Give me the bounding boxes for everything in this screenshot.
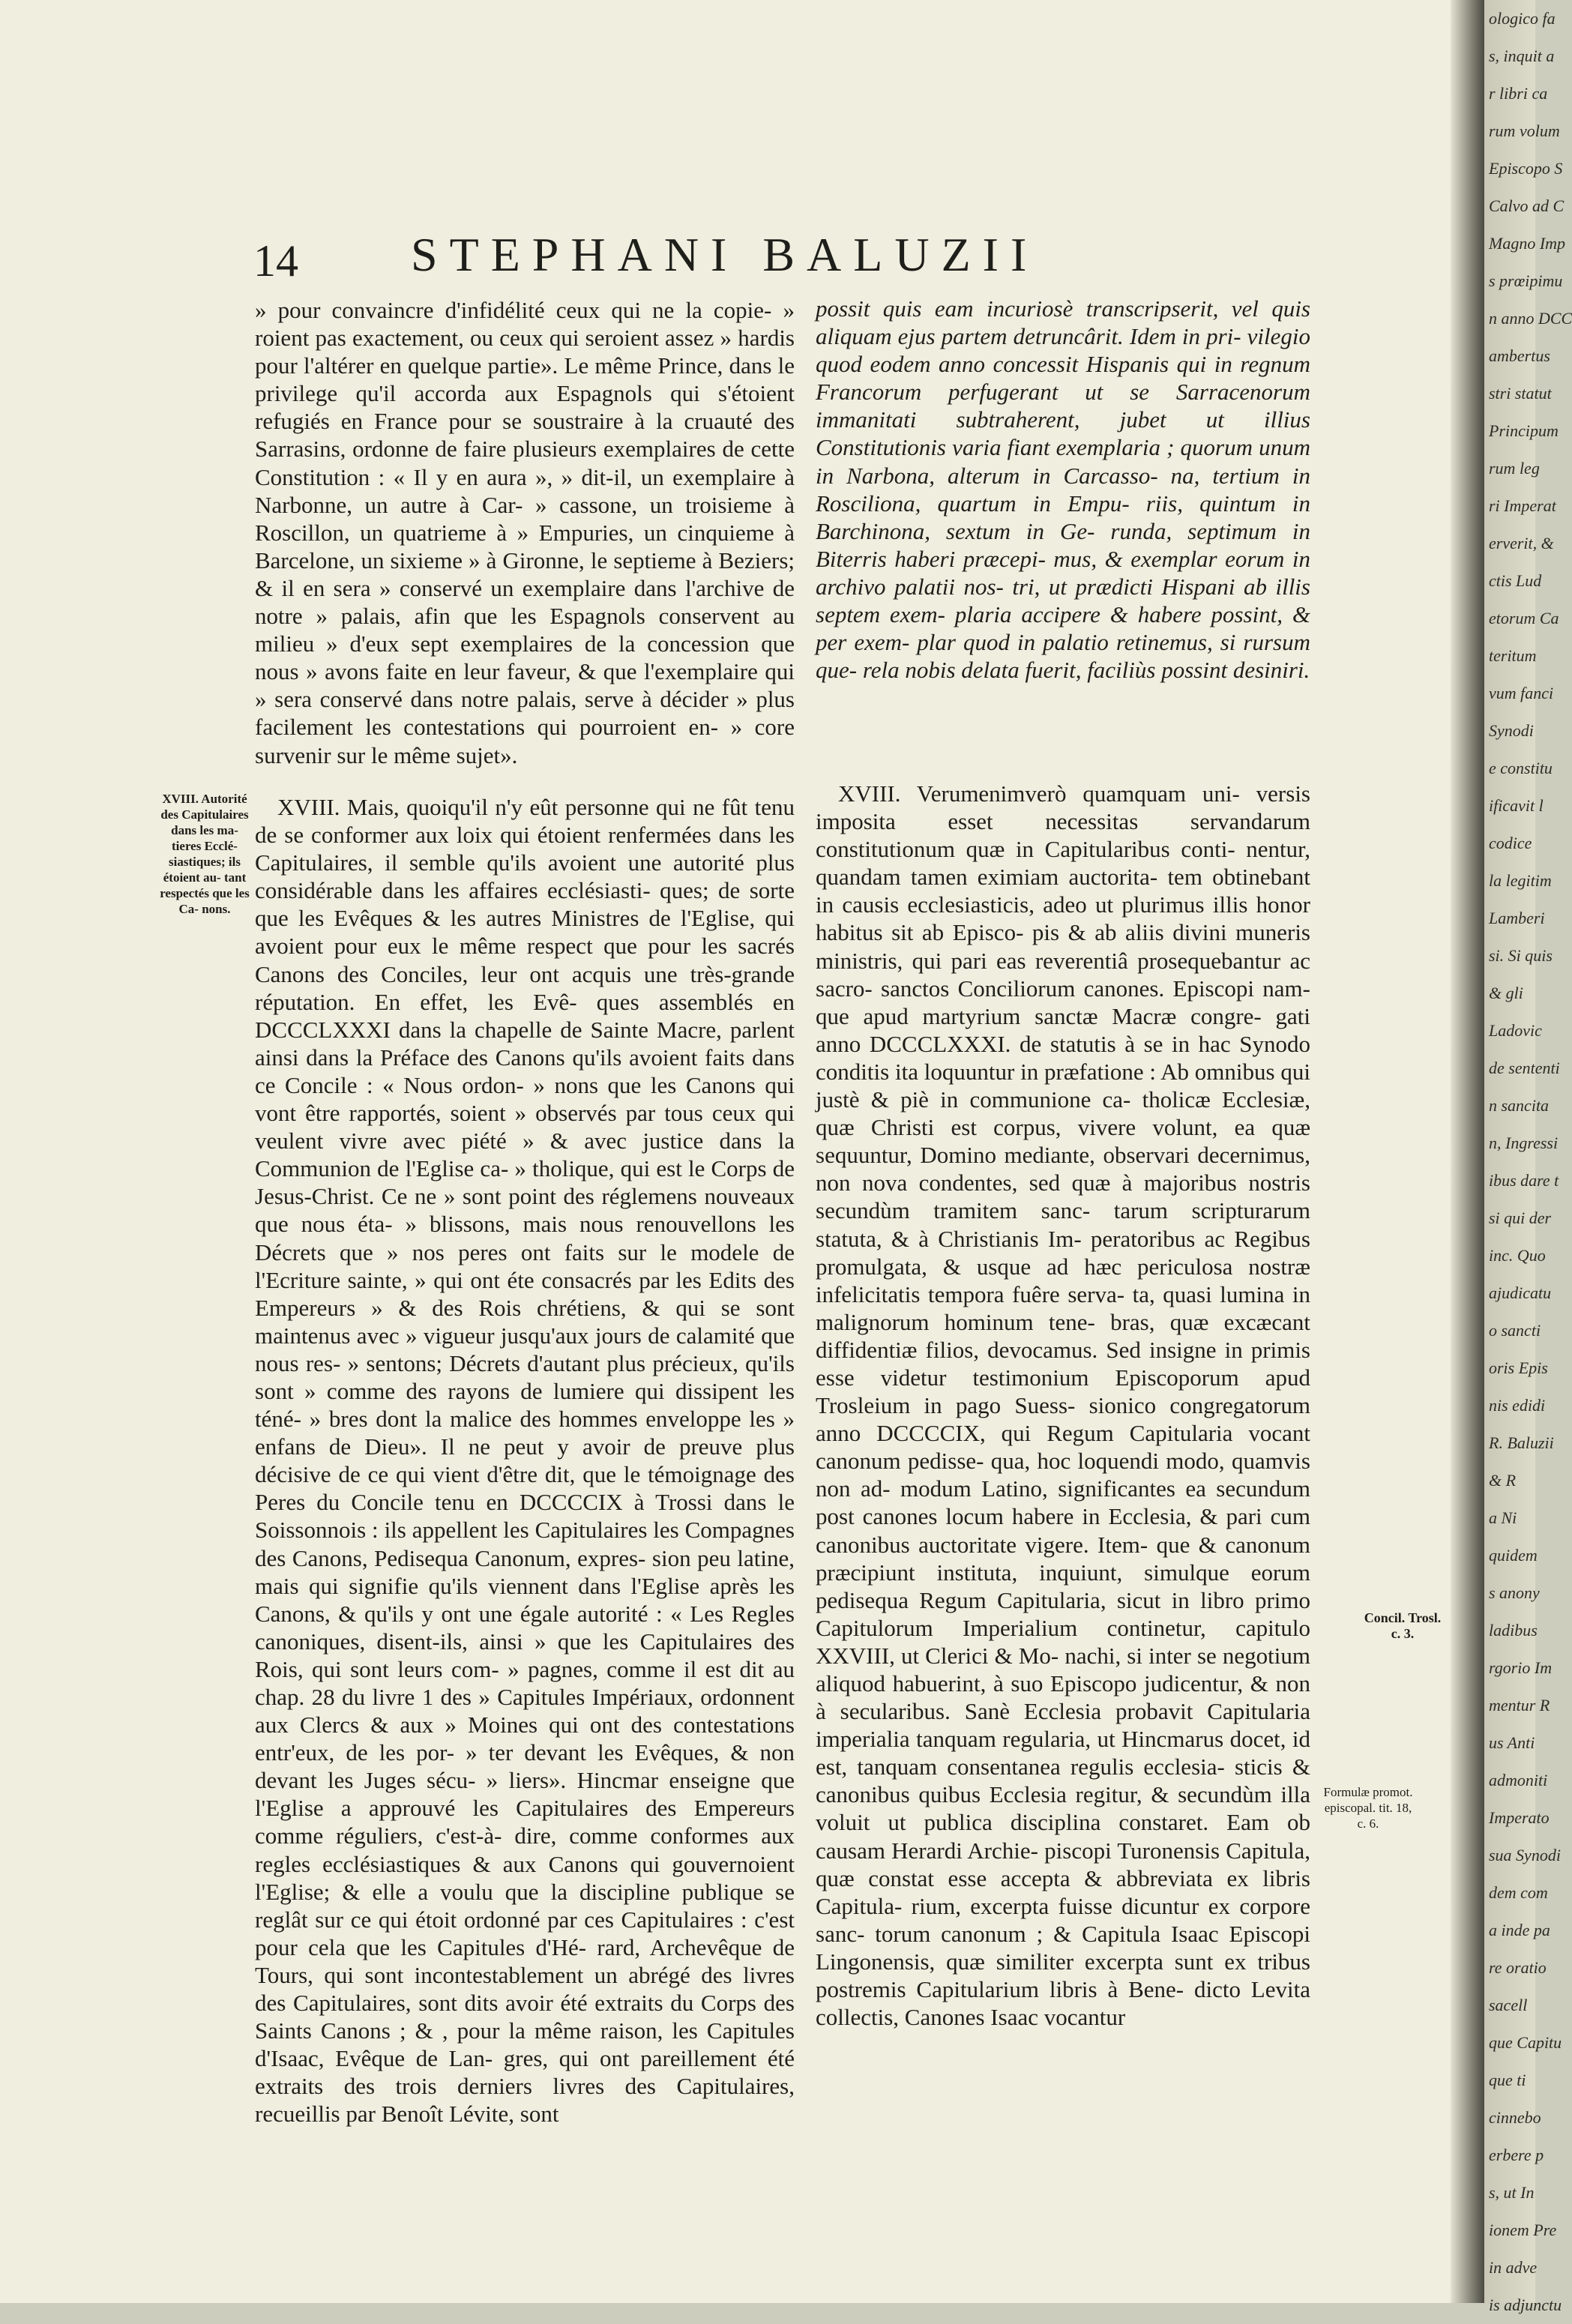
margin-note-left: XVIII. Autorité des Capitulaires dans les ma- tieres Ecclé- siastiques; ils étoient au- tant respectés que les Ca- nons. [160,792,250,916]
facing-page-line: ibus dare t [1489,1171,1559,1190]
facing-page-line: stri statut [1489,384,1552,403]
facing-page-line: s anony [1489,1583,1540,1602]
facing-page-line: r libri ca [1489,84,1548,103]
facing-page-line: s prœipimu [1489,271,1563,290]
facing-page-line: vum fanci [1489,684,1554,702]
french-paragraph-text: Mais, quoiqu'il n'y eût personne qui ne fût tenu de se conformer aux loix qui étoient renfermées dans les Capitulaires, il semble qu'ils avoient une autorité plus considérable dans les affaires ecclésiasti- ques; de sorte que les Evêques & les autres Ministres de l'Eglise, qui avoient pour eux le même respect que pour les sacrés Canons des Conciles, leur ont acquis une très-grande réputation. En effet, les Evê- ques assemblés en DCCCLXXXI dans la chapelle de Sainte Macre, parlent ainsi dans la Préface des Canons qu'ils avoient faits dans ce Concile : « Nous ordon- » nons que les Canons qui vont être rapportés, soient » observés par tous ceux qui veulent vivre avec piété » & avec justice dans la Communion de l'Eglise ca- » tholique, qui est le Corps de Jesus-Christ. Ce ne » sont point des réglemens nouveaux que nous éta- » blissons, mais nous renouvellons les Décrets que » nos peres ont faits sur le modele de l'Ecriture sainte, » qui ont éte consacrés par les Edits des Empereurs » & des Rois chrétiens, & qui se sont maintenus avec » vigueur jusqu'aux jours de calamité que nous res- » sentons; Décrets d'autant plus précieux, qu'ils sont » comme des rayons de lumiere qui dissipent les téné- » bres dont la malice des hommes enveloppe les » enfans de Dieu». Il ne peut y avoir de preuve plus décisive de ce qui vient d'être dit, que le témoignage des Peres du Concile tenu en DCCCCIX à Trossi dans le Soissonnois : ils appellent les Capitulaires les Compagnes des Canons, Pedisequa Canonum, expres- sion peu latine, mais qui signifie qu'ils viennent dans l'Eglise après les Canons, & qu'ils y ont une égale autorité : « Les Regles canoniques, disent-ils, ainsi » que les Capitulaires des Rois, qui sont leurs com- » pagnes, comme il est dit au chap. 28 du livre 1 des » Capitules Impériaux, ordonnent aux Clercs & aux » Moines qui ont des contestations entr'eux, de les por- » ter devant les Evêques, & non devant les Juges sécu- » liers». Hincmar enseigne que l'Eglise a approuvé les Capitulaires des Empereurs comme réguliers, c'est-à- dire, comme conformes aux regles ecclésiastiques & aux Canons qui gouvernoient l'Eglise; & elle a voulu que la discipline publique se reglât sur ce qui étoit ordonné par ces Capitulaires : c'est pour cela que les Capitules d'Hé- rard, Archevêque de Tours, qui sont incontestablement un abrégé des livres des Capitulaires, sont dits avoir été extraits du Corps des Saints Canons ; & , pour la même raison, les Capitules d'Isaac, Evêque de Lan- gres, qui ont pareillement été extraits des trois derniers livres des Capitulaires, recueillis par Benoît Lévite, sont [255,794,795,2128]
facing-page-line: sacell [1489,1996,1528,2014]
latin-paragraph-text: Verumenimverò quamquam uni- versis imposita esset necessitas servandarum constitutionum quæ in Capitularibus conti- nentur, quandam tamen eximiam auctorita- tem obtinebant in causis ecclesiasticis, adeo ut plurimus illis honor habitus sit ab Episco- pis & ab aliis divini muneris ministris, qui pari eas reverentiâ prosequebantur ac sacro- sanctos Conciliorum canones. Episcopi nam- que apud martyrium sanctæ Macræ congre- gati anno DCCCLXXXI. de statutis à se in hac Synodo conditis ita loquuntur in præfatione : Ab omnibus qui justè & piè in communione ca- tholicæ Ecclesiæ, quæ Christi est corpus, vivere volunt, ea quæ sequuntur, Domino mediante, observari decernimus, non nova condentes, sed quæ à majoribus nostris secundùm tramitem sanc- tarum scripturarum statuta, & à Christianis Im- peratoribus ac Regibus promulgata, & usque ad hæc periculosa nostræ infelicitatis tempora fuêre serva- ta, quasi lumina in malignorum hominum tene- bras, quæ excæcant diffidentiæ filios, devocamus. Sed insigne in primis esse videtur testimonium Episcoporum apud Trosleium in pago Suess- sionico congregatorum anno DCCCCIX, qui Regum Capitularia vocant canonum pedisse- qua, hoc loquendi modo, quamvis non ad- modum Latino, significantes ea secundum post canones locum habere in Ecclesia, & pari cum canonibus auctoritate vigere. Item- que & canonum præcipiunt instituta, inquiunt, simulque eorum pedisequa Regum Capitularia, sicut in libro primo Capitulorum Imperialium continetur, capitulo XXVIII, ut Clerici & Mo- nachi, si inter se negotium aliquod habuerint, à suo Episcopo judicentur, & non à secularibus. Sanè Ecclesia probavit Capitularia imperialia tanquam regularia, ut Hincmarus docet, id est, tanquam consentanea regulis ecclesia- sticis & canonibus quibus Ecclesia regitur, & secundùm illa voluit ut publica disciplina constaret. Eam ob causam Herardi Archie- piscopi Turonensis Capitula, quæ constat esse accepta & abbreviata ex libris Capitula- rium, excerpta fuisse dicuntur ex corpore sanc- torum canonum ; & Capitula Isaac Episcopi Lingonensis, quæ similiter excerpta sunt ex tribus postremis Capitularium libris à Bene- dicto Levita collectis, Canones Isaac vocantur [816,780,1310,2031]
facing-page-line: & gli [1489,984,1523,1002]
facing-page-line: re oratio [1489,1958,1547,1977]
facing-page-line: s, ut In [1489,2183,1535,2202]
facing-page-line: sua Synodi [1489,1846,1561,1864]
facing-page-line: la legitim [1489,871,1552,890]
facing-page-line: n, Ingressi [1489,1134,1559,1152]
facing-page-line: rgorio Im [1489,1658,1553,1677]
facing-page-line: cinnebo [1489,2108,1541,2127]
facing-page-line: rum volum [1489,121,1560,140]
facing-page-line: ctis Lud [1489,571,1542,590]
facing-page-line: si qui der [1489,1208,1552,1227]
facing-page-line: dem com [1489,1883,1548,1902]
facing-page-line: nis edidi [1489,1396,1546,1415]
facing-page-line: n anno DCC [1489,309,1572,328]
facing-page-line: de sententi [1489,1059,1560,1077]
latin-column-top [816,295,1310,684]
facing-page-line: o sancti [1489,1321,1541,1340]
facing-page-line: ladibus [1489,1621,1538,1640]
french-paragraph-xviii [255,793,795,2128]
french-column-top [255,296,795,769]
facing-page-line: erverit, & [1489,534,1554,553]
margin-note-right-citation: Concil. Trosl. c. 3. [1364,1610,1442,1641]
facing-page-line: n sancita [1489,1096,1550,1115]
facing-page-line: ologico fa [1489,9,1556,28]
facing-page-line: e constitu [1489,759,1553,777]
facing-page-line: a Ni [1489,1508,1517,1527]
running-head: STEPHANI BALUZII [411,228,1039,281]
facing-page-line: admoniti [1489,1771,1548,1789]
facing-page-line: us Anti [1489,1733,1535,1752]
facing-page-line: ajudicatu [1489,1283,1552,1302]
facing-page-line: que ti [1489,2071,1526,2089]
latin-column-bottom [816,780,1310,2031]
facing-page-line: codice [1489,834,1532,852]
facing-page-line: is adjunctu [1489,2296,1562,2314]
facing-page-edge [1484,0,1572,2314]
facing-page-line: a inde pa [1489,1921,1550,1939]
facing-page-line: Magno Imp [1489,234,1566,253]
page-number: 14 [253,236,298,286]
facing-page-line: oris Epis [1489,1358,1548,1377]
section-number: XVIII. [838,780,901,807]
latin-paragraph-continued: possit quis eam incuriosè transcripserit, vel quis aliquam ejus partem detruncârit. Idem in pri- vilegio quod eodem anno concessit Hispanis qui in regnum Francorum perfugerant ut se Sarracenorum immanitati subtraherent, jubet ut illius Constitutionis varia fiant exemplaria ; quorum unum in Narbona, alterum in Carcasso- na, tertium in Rosciliona, quartum in Empu- riis, quintum in Barchinona, sextum in Ge- runda, septimum in Biterris haberi præcepi- mus, & exemplar eorum in archivo palatii nos- tri, ut prædicti Hispani ab illis septem exem- plaria accipere & habere possint, & per exem- plar quod in palatio retinemus, si rursum que- rela nobis delata fuerit, faciliùs possint desiniri. [816,295,1310,684]
facing-page-line: ri Imperat [1489,496,1556,515]
facing-page-line: inc. Quo [1489,1246,1546,1265]
facing-page-line: rum leg [1489,459,1540,478]
section-number: XVIII. [277,794,340,820]
french-column-bottom [255,793,795,2128]
facing-page-line: mentur R [1489,1696,1550,1715]
facing-page-line: si. Si quis [1489,946,1553,965]
facing-page-line: que Capitu [1489,2033,1562,2052]
margin-note-right-formulae: Formulæ promot. episcopal. tit. 18, c. 6. [1323,1785,1413,1831]
facing-page-line: Episcopo S [1489,159,1563,178]
facing-page-line: ificavit l [1489,796,1544,815]
facing-page-line: Synodi [1489,721,1534,740]
facing-page-line: ambertus [1489,346,1550,365]
facing-page-line: erbere p [1489,2146,1544,2164]
facing-page-line: in adve [1489,2258,1538,2277]
facing-page-line: Imperato [1489,1808,1550,1827]
facing-page-line: Lamberi [1489,909,1545,927]
facing-page-line: s, inquit a [1489,46,1555,65]
facing-page-line: Principum [1489,421,1559,440]
facing-page-line: teritum [1489,646,1537,665]
book-gutter-shadow [1451,0,1484,2303]
facing-page-line: & R [1489,1471,1517,1490]
latin-paragraph-xviii [816,780,1310,2031]
facing-page-line: Calvo ad C [1489,196,1565,215]
facing-page-line: Ladovic [1489,1021,1542,1040]
facing-page-line: R. Baluzii [1489,1433,1554,1452]
facing-page-line: quidem [1489,1546,1538,1565]
facing-page-line: ionem Pre [1489,2221,1557,2239]
facing-page-line: etorum Ca [1489,609,1559,627]
french-paragraph-continued: » pour convaincre d'infidélité ceux qui ne la copie- » roient pas exactement, ou ceux qui seroient assez » hardis pour l'altérer en quelque partie». Le même Prince, dans le privilege qu'il accorda aux Espagnols qui s'étoient refugiés en France pour se soustraire à la cruauté des Sarrasins, ordonne de faire plusieurs exemplaires de cette Constitution : « Il y en aura », » dit-il, un exemplaire à Narbonne, un autre à Car- » cassone, un troisieme à Roscillon, un quatrieme à » Empuries, un cinquieme à Barcelone, un sixieme » à Gironne, le septieme à Beziers; & il en sera » conservé un exemplaire dans l'archive de notre » palais, afin que les Espagnols conservent au milieu » d'eux sept exemplaires de la concession que nous » avons faite en leur faveur, & que l'exemplaire qui » sera conservé dans notre palais, serve à décider » plus facilement les contestations qui pourroient en- » core survenir sur le même sujet». [255,297,795,768]
